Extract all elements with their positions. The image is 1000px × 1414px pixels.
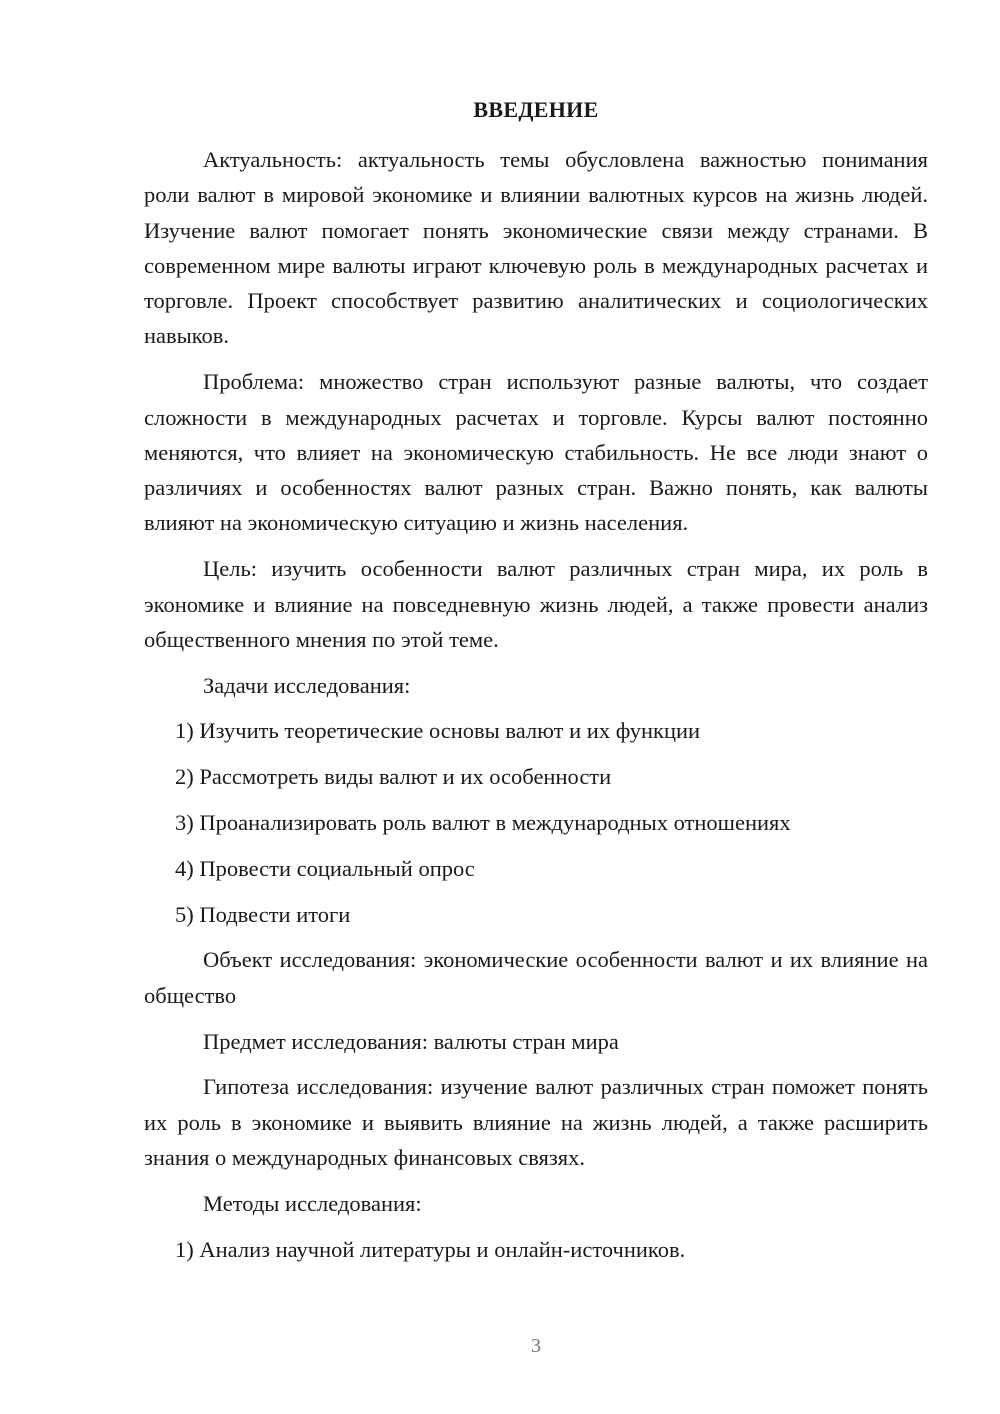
task-item: 4) Провести социальный опрос bbox=[175, 855, 475, 881]
method-item: 1) Анализ научной литературы и онлайн-источников. bbox=[175, 1236, 686, 1262]
paragraph-hypothesis: Гипотеза исследования: изучение валют различных стран поможет понять их роль в экономике и выявить влияние на жизнь людей, а также расширить знания о международных финансовых связях. bbox=[144, 1074, 928, 1170]
task-item: 1) Изучить теоретические основы валют и их функции bbox=[175, 718, 701, 744]
paragraph-object: Объект исследования: экономические особенности валют и их влияние на общество bbox=[144, 947, 928, 1008]
paragraph-problem: Проблема: множество стран используют разные валюты, что создает сложности в международных расчетах и торговле. Курсы валют постоянно меняются, что влияет на экономическую стабильность. Не все люди знают о различиях и особенностях валют разных стран. Важно понять, как валюты влияют на экономическую ситуацию и жизнь населения. bbox=[144, 369, 928, 536]
task-item: 2) Рассмотреть виды валют и их особенности bbox=[175, 764, 612, 790]
document-body bbox=[144, 142, 928, 1277]
methods-heading: Методы исследования: bbox=[203, 1190, 422, 1216]
page-number: 3 bbox=[531, 1335, 541, 1357]
paragraph-relevance: Актуальность: актуальность темы обусловлена важностью понимания роли валют в мировой экономике и влиянии валютных курсов на жизнь людей. Изучение валют помогает понять экономические связи между странами. В современном мире валюты играют ключевую роль в международных расчетах и торговле. Проект способствует развитию аналитических и социологических навыков. bbox=[144, 147, 928, 349]
paragraph-subject: Предмет исследования: валюты стран мира bbox=[203, 1028, 619, 1054]
task-item: 3) Проанализировать роль валют в международных отношениях bbox=[175, 810, 791, 836]
paragraph-goal: Цель: изучить особенности валют различных стран мира, их роль в экономике и влияние на повседневную жизнь людей, а также провести анализ общественного мнения по этой теме. bbox=[144, 556, 928, 652]
page-title: ВВЕДЕНИЕ bbox=[473, 97, 599, 122]
tasks-heading: Задачи исследования: bbox=[203, 672, 411, 698]
task-item: 5) Подвести итоги bbox=[175, 901, 351, 927]
